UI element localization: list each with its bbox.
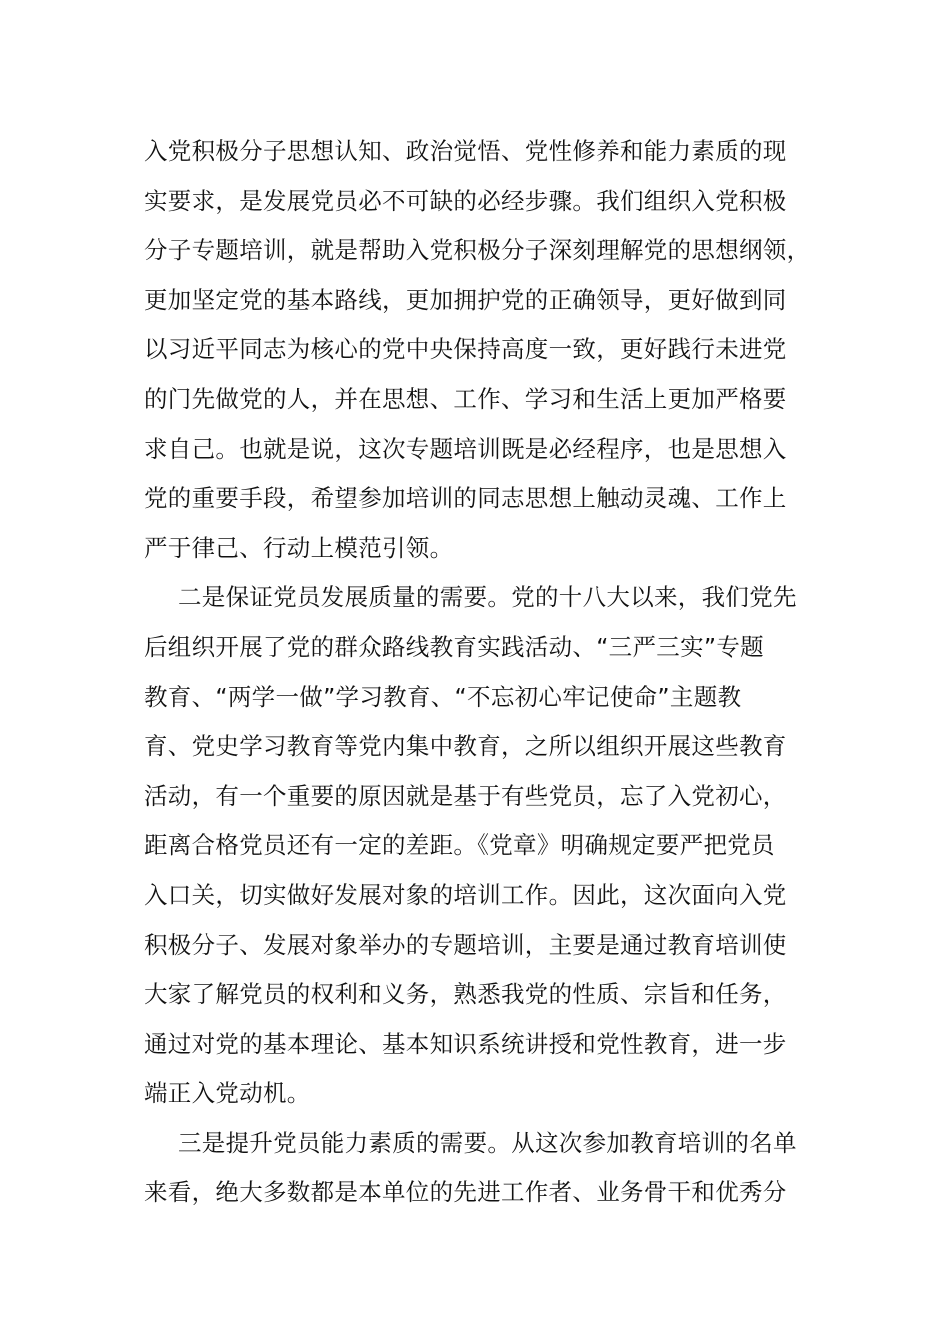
text-line: 大家了解党员的权利和义务，熟悉我党的性质、宗旨和任务， [144, 980, 787, 1009]
paragraph-2 [144, 573, 834, 1119]
text-line: 以习近平同志为核心的党中央保持高度一致，更好践行未进党 [144, 335, 787, 364]
paragraph-3 [144, 1119, 834, 1218]
text-line: 的门先做党的人，并在思想、工作、学习和生活上更加严格要 [144, 384, 787, 413]
paragraph-1 [144, 127, 834, 573]
text-line: 更加坚定党的基本路线，更加拥护党的正确领导，更好做到同 [144, 285, 787, 314]
text-line: 实要求，是发展党员必不可缺的必经步骤。我们组织入党积极 [144, 186, 787, 215]
text-line: 教育、“两学一做”学习教育、“不忘初心牢记使命”主题教 [144, 682, 742, 711]
text-line: 活动，有一个重要的原因就是基于有些党员，忘了入党初心， [144, 781, 787, 810]
text-line: 育、党史学习教育等党内集中教育，之所以组织开展这些教育 [144, 732, 787, 761]
text-line: 党的重要手段，希望参加培训的同志思想上触动灵魂、工作上 [144, 484, 787, 513]
text-line: 入口关，切实做好发展对象的培训工作。因此，这次面向入党 [144, 880, 787, 909]
text-line: 距离合格党员还有一定的差距。《党章》明确规定要严把党员 [144, 831, 775, 860]
text-line: 分子专题培训，就是帮助入党积极分子深刻理解党的思想纲领， [144, 236, 811, 265]
text-line: 三是提升党员能力素质的需要。从这次参加教育培训的名单 [178, 1128, 797, 1157]
text-line: 通过对党的基本理论、基本知识系统讲授和党性教育，进一步 [144, 1029, 787, 1058]
text-line: 入党积极分子思想认知、政治觉悟、党性修养和能力素质的现 [144, 137, 787, 165]
text-line: 二是保证党员发展质量的需要。党的十八大以来，我们党先 [178, 583, 797, 612]
text-line: 积极分子、发展对象举办的专题培训，主要是通过教育培训使 [144, 930, 787, 959]
text-line: 端正入党动机。 [144, 1079, 311, 1108]
document-body [144, 127, 834, 1218]
text-line: 来看，绝大多数都是本单位的先进工作者、业务骨干和优秀分 [144, 1178, 787, 1207]
text-line: 求自己。也就是说，这次专题培训既是必经程序，也是思想入 [144, 434, 787, 463]
text-line: 后组织开展了党的群众路线教育实践活动、“三严三实”专题 [144, 632, 764, 661]
text-line: 严于律己、行动上模范引领。 [144, 533, 454, 562]
